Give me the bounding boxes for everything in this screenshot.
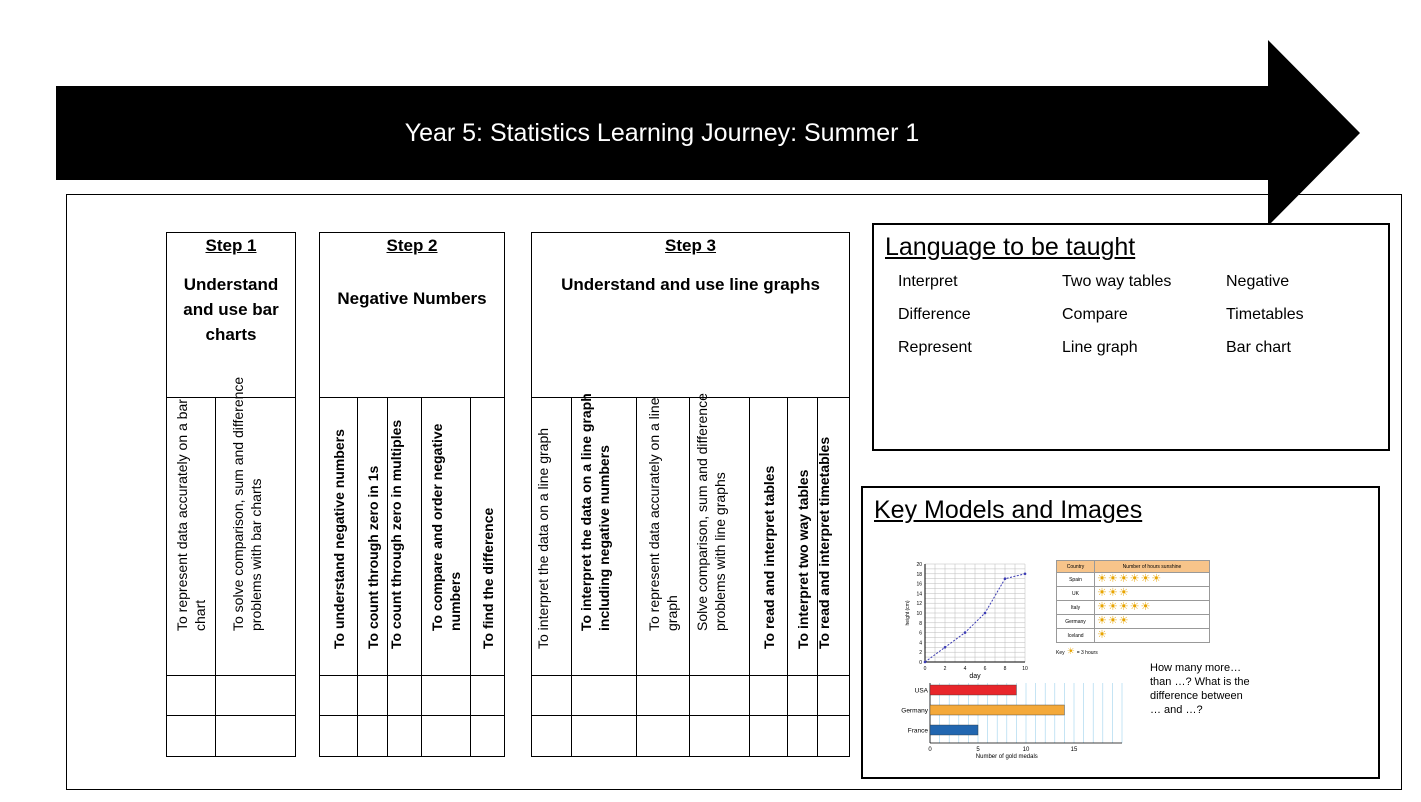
vocabulary-word: Compare [1062, 306, 1128, 323]
page-title: Year 5: Statistics Learning Journey: Summer 1 [404, 118, 920, 147]
data-point [1024, 573, 1027, 576]
step-topic: Negative Numbers [337, 289, 487, 308]
x-tick-label: 8 [1003, 666, 1007, 672]
pictogram-key [1056, 646, 1210, 657]
assessment-cell[interactable] [637, 716, 690, 756]
bar [930, 725, 978, 735]
key-models-title: Key Models and Images [874, 496, 1143, 524]
x-tick-label: 0 [928, 747, 932, 753]
objective-column [471, 397, 504, 675]
assessment-cell[interactable] [320, 675, 358, 715]
vocabulary-word: Difference [898, 306, 971, 323]
assessment-cell[interactable] [358, 716, 388, 756]
x-tick-label: 5 [976, 747, 980, 753]
y-axis-label: height (cm) [905, 600, 911, 626]
objective-column [637, 397, 690, 675]
language-title: Language to be taught [885, 233, 1136, 261]
step-header [320, 233, 504, 398]
objective-text: To find the difference [479, 507, 496, 649]
objective-text: To read and interpret timetables [816, 436, 832, 649]
bar [930, 685, 1016, 695]
y-tick-label: 16 [916, 581, 922, 588]
x-tick-label: 10 [1022, 747, 1030, 753]
bar [930, 705, 1064, 715]
step-2-table [319, 232, 505, 757]
vocabulary-word: Interpret [898, 273, 958, 290]
y-tick-label: 18 [916, 571, 922, 578]
assessment-row [167, 716, 295, 756]
pictogram-country: Spain [1057, 573, 1095, 587]
assessment-cell[interactable] [471, 675, 504, 715]
objective-text: To compare and order negative numbers [429, 423, 463, 631]
assessment-cell[interactable] [388, 716, 422, 756]
step-1-table [166, 232, 296, 757]
x-axis-label: Number of gold medals [975, 754, 1038, 760]
assessment-row [320, 716, 504, 756]
assessment-row [320, 675, 504, 716]
key-models-box [861, 486, 1380, 779]
key-value: = 3 hours [1076, 650, 1098, 656]
objective-column [532, 397, 572, 675]
assessment-cell[interactable] [532, 716, 572, 756]
assessment-cell[interactable] [818, 716, 848, 756]
x-tick-label: 2 [943, 666, 947, 672]
sun-icons: ☀ [1095, 629, 1210, 643]
vocabulary-word: Bar chart [1226, 339, 1291, 356]
pictogram-country: UK [1057, 587, 1095, 601]
key-label: Key [1056, 650, 1065, 656]
pictogram-header: Number of hours sunshine [1095, 561, 1210, 573]
y-tick-label: 10 [916, 611, 922, 617]
objective-column [320, 397, 358, 675]
sun-icons: ☀☀☀ [1095, 615, 1210, 629]
objective-text: To interpret two way tables [794, 469, 811, 649]
assessment-cell[interactable] [788, 675, 818, 715]
data-point [924, 661, 927, 664]
assessment-cell[interactable] [320, 716, 358, 756]
data-point [944, 646, 947, 649]
objective-columns [320, 397, 504, 676]
pictogram-table [1056, 560, 1210, 643]
pictogram-country: Italy [1057, 601, 1095, 615]
y-tick-label: 14 [916, 591, 922, 598]
assessment-cell[interactable] [637, 675, 690, 715]
step-label: Step 2 [386, 236, 438, 255]
assessment-cell[interactable] [216, 716, 295, 756]
x-tick-label: 15 [1070, 747, 1078, 753]
category-label: USA [914, 687, 928, 695]
objective-column [216, 376, 295, 675]
y-tick-label: 20 [916, 562, 922, 568]
assessment-cell[interactable] [818, 675, 848, 715]
objective-column [690, 393, 750, 675]
objective-text: To read and interpret tables [760, 465, 777, 649]
assessment-rows [532, 675, 849, 756]
assessment-cell[interactable] [422, 716, 471, 756]
objective-text: Solve comparison, sum and difference problems with line graphs [693, 393, 728, 631]
vocabulary-word: Represent [898, 339, 972, 356]
assessment-cell[interactable] [788, 716, 818, 756]
vocabulary-word: Timetables [1226, 306, 1304, 323]
assessment-cell[interactable] [532, 675, 572, 715]
assessment-cell[interactable] [690, 675, 750, 715]
y-tick-label: 6 [919, 630, 922, 637]
objective-column [788, 397, 818, 675]
y-tick-label: 2 [919, 650, 922, 657]
question-prompts: How many more… than …? What is the difference between … and …? [1150, 662, 1250, 716]
step-label: Step 1 [205, 236, 257, 255]
x-tick-label: 4 [963, 666, 967, 672]
objective-column [818, 397, 848, 675]
objective-column [388, 397, 422, 675]
assessment-rows [167, 675, 295, 756]
x-tick-label: 0 [923, 666, 927, 672]
objective-text: To solve comparison, sum and difference problems with bar charts [229, 376, 264, 631]
assessment-cell[interactable] [750, 675, 788, 715]
assessment-cell[interactable] [750, 716, 788, 756]
language-box [872, 223, 1390, 451]
objective-column [572, 393, 637, 675]
assessment-cell[interactable] [572, 716, 637, 756]
assessment-cell[interactable] [422, 675, 471, 715]
category-label: France [907, 727, 928, 735]
sun-icons: ☀☀☀ [1095, 587, 1210, 601]
vocabulary-word: Two way tables [1062, 273, 1172, 290]
sun-icons: ☀☀☀☀☀☀ [1095, 573, 1210, 587]
assessment-cell[interactable] [167, 716, 216, 756]
step-topic: Understand and use bar charts [183, 275, 279, 344]
objective-text: To count through zero in multiples [387, 419, 404, 649]
category-label: Germany [901, 707, 928, 715]
objective-columns [532, 393, 849, 676]
assessment-row [167, 675, 295, 716]
assessment-cell[interactable] [690, 716, 750, 756]
objective-text: To represent data accurately on a line graph [646, 397, 680, 631]
sun-icon: ☀ [1066, 646, 1075, 656]
data-point [1004, 577, 1007, 580]
pictogram-table-model [1056, 560, 1210, 657]
assessment-cell[interactable] [572, 675, 637, 715]
objective-text: To count through zero in 1s [364, 465, 381, 649]
step-3-table [531, 232, 850, 757]
pictogram-header: Country [1057, 561, 1095, 573]
data-point [964, 631, 967, 634]
x-tick-label: 6 [983, 666, 987, 672]
assessment-cell[interactable] [167, 675, 216, 715]
assessment-cell[interactable] [216, 675, 295, 715]
step-label: Step 3 [664, 236, 717, 255]
objective-column [422, 397, 471, 675]
objective-text: To interpret the data on a line graph [534, 427, 551, 649]
vocabulary-word: Negative [1226, 273, 1290, 290]
objective-column [750, 397, 788, 675]
x-axis-label: day [969, 673, 981, 680]
sun-icons: ☀☀☀☀☀ [1095, 601, 1210, 615]
x-tick-label: 10 [1022, 666, 1028, 672]
pictogram-country: Iceland [1057, 629, 1095, 643]
assessment-row [532, 675, 849, 716]
objective-text: To represent data accurately on a bar chart [174, 399, 208, 631]
objective-text: To interpret the data on a line graph including negative numbers [578, 393, 612, 631]
objective-column [167, 397, 216, 675]
objective-text: To understand negative numbers [330, 429, 347, 649]
y-tick-label: 4 [919, 640, 922, 647]
assessment-row [532, 716, 849, 756]
assessment-cell[interactable] [358, 675, 388, 715]
line-graph-model [891, 560, 1041, 682]
vocabulary-word: Line graph [1062, 339, 1138, 356]
bar-chart-model [889, 680, 1139, 760]
data-point [984, 612, 987, 615]
y-tick-label: 12 [916, 601, 922, 608]
assessment-rows [320, 675, 504, 756]
pictogram-country: Germany [1057, 615, 1095, 629]
y-tick-label: 0 [919, 660, 922, 666]
y-tick-label: 8 [919, 620, 922, 627]
objective-column [358, 397, 388, 675]
objective-columns [167, 376, 295, 676]
assessment-cell[interactable] [471, 716, 504, 756]
step-topic: Understand and use line graphs [561, 275, 820, 294]
assessment-cell[interactable] [388, 675, 422, 715]
